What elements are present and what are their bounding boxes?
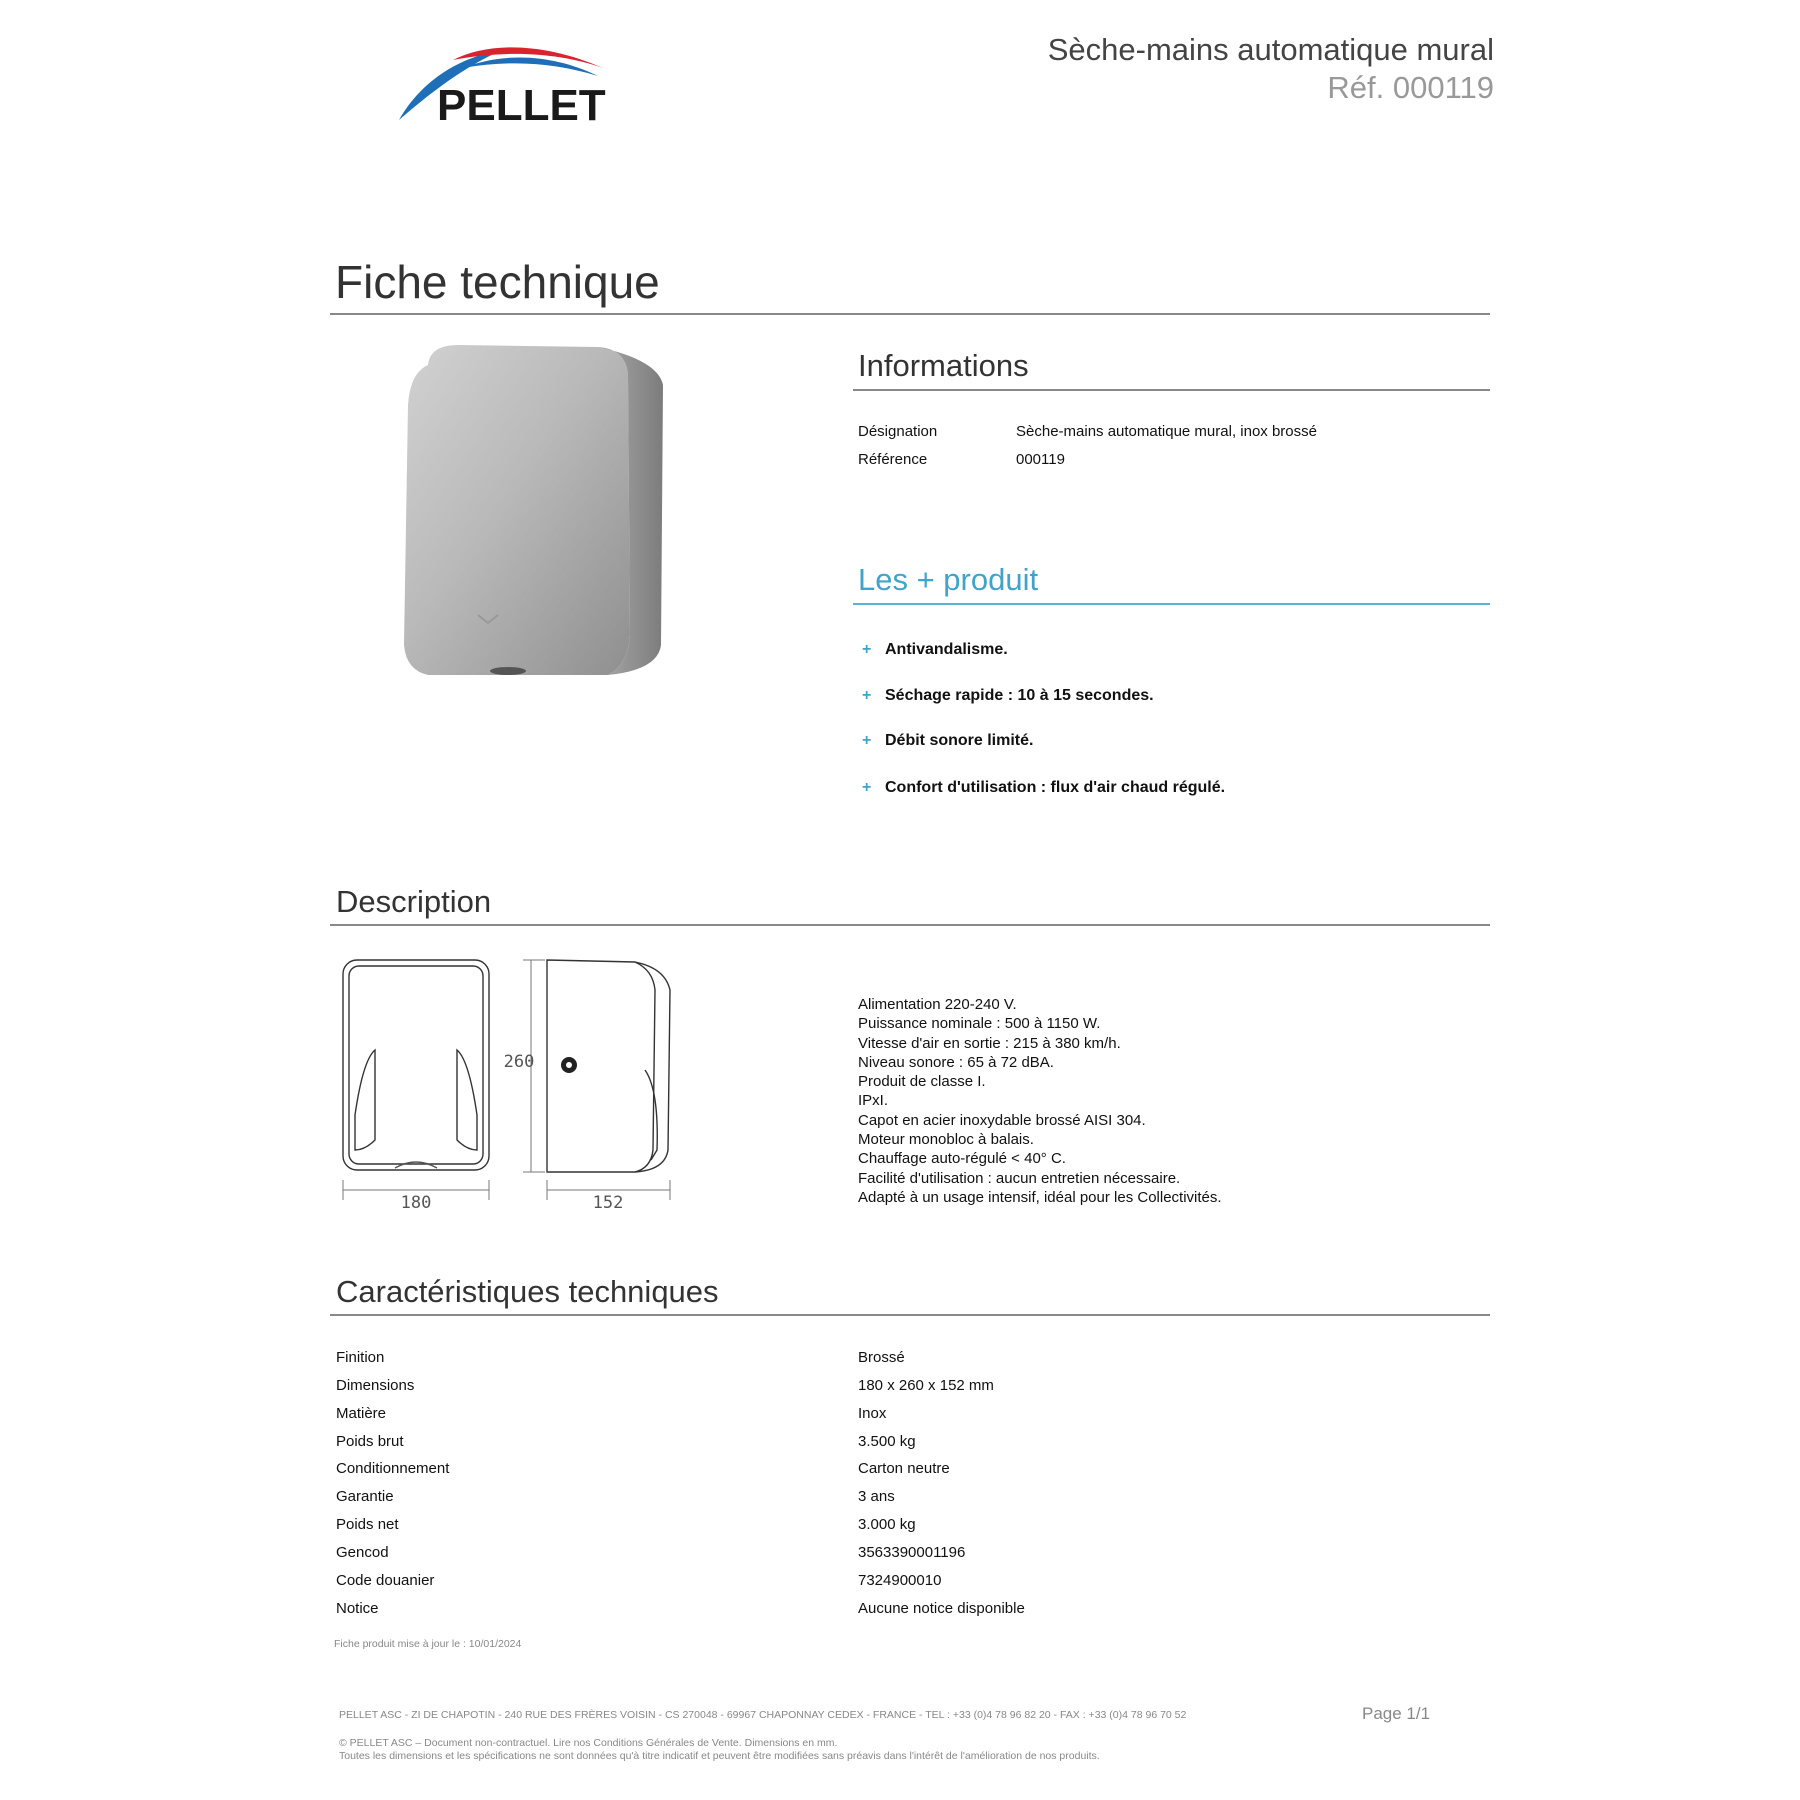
spec-label: Code douanier — [336, 1572, 435, 1589]
description-line: Niveau sonore : 65 à 72 dBA. — [858, 1053, 1054, 1071]
description-heading: Description — [336, 884, 492, 919]
spec-value: Aucune notice disponible — [858, 1600, 1025, 1617]
advantage-item: Débit sonore limité. — [885, 732, 1034, 749]
advantage-item: Séchage rapide : 10 à 15 secondes. — [885, 687, 1154, 704]
footer-legal-line: Toutes les dimensions et les spécifications ne sont données qu'à titre indicatif et peuvent être modifiées sans préavis dans l'intérêt de l'amélioration de nos produits. — [339, 1750, 1100, 1762]
spec-row — [336, 1488, 1491, 1515]
description-text — [858, 995, 1222, 1207]
description-line: Alimentation 220-240 V. — [858, 996, 1017, 1013]
spec-row — [336, 1349, 1491, 1376]
plus-icon: + — [862, 732, 872, 749]
description-line: Produit de classe I. — [858, 1073, 986, 1091]
spec-row — [336, 1516, 1491, 1543]
height-dimension-label: 260 — [503, 1052, 535, 1072]
update-date: Fiche produit mise à jour le : 10/01/2024 — [334, 1638, 522, 1650]
footer-address: PELLET ASC - ZI DE CHAPOTIN - 240 RUE DES FRÈRES VOISIN - CS 270048 - 69967 CHAPONNAY CEDEX - FRANCE - TEL : +33 (0)4 78 96 82 20 - FAX : +33 (0)4 78 96 70 52 — [339, 1709, 1187, 1721]
spec-value: 3563390001196 — [858, 1544, 966, 1561]
description-line: Puissance nominale : 500 à 1150 W. — [858, 1015, 1101, 1033]
spec-label: Conditionnement — [336, 1460, 450, 1477]
plus-icon: + — [862, 641, 872, 658]
title-divider — [330, 313, 1490, 315]
informations-heading: Informations — [858, 348, 1029, 383]
description-line: Facilité d'utilisation : aucun entretien nécessaire. — [858, 1169, 1181, 1187]
info-value: Sèche-mains automatique mural, inox brossé — [1016, 423, 1317, 440]
spec-value: Inox — [858, 1405, 887, 1422]
spec-value: Carton neutre — [858, 1460, 950, 1477]
spec-value: 3 ans — [858, 1488, 895, 1505]
spec-label: Poids brut — [336, 1433, 404, 1450]
spec-value: 3.000 kg — [858, 1516, 916, 1533]
spec-row — [336, 1572, 1491, 1599]
description-line: Moteur monobloc à balais. — [858, 1131, 1034, 1149]
spec-label: Poids net — [336, 1516, 399, 1533]
advantages-heading: Les + produit — [858, 562, 1039, 597]
description-divider — [330, 924, 1490, 926]
description-line: Adapté à un usage intensif, idéal pour les Collectivités. — [858, 1188, 1222, 1206]
spec-label: Garantie — [336, 1488, 394, 1505]
spec-row — [336, 1600, 1491, 1627]
dimension-drawing — [335, 950, 685, 1210]
spec-label: Matière — [336, 1405, 387, 1422]
info-value: 000119 — [1016, 451, 1065, 468]
description-line: Vitesse d'air en sortie : 215 à 380 km/h. — [858, 1034, 1121, 1052]
footer-legal-line: © PELLET ASC – Document non-contractuel. Lire nos Conditions Générales de Vente. Dimensions en mm. — [339, 1737, 838, 1749]
pellet-logo — [393, 38, 643, 128]
characteristics-heading: Caractéristiques techniques — [336, 1274, 719, 1309]
spec-value: Brossé — [858, 1349, 905, 1366]
description-line: Capot en acier inoxydable brossé AISI 304. — [858, 1111, 1146, 1129]
spec-label: Notice — [336, 1600, 379, 1617]
spec-label: Dimensions — [336, 1377, 415, 1394]
header-product-title: Sèche-mains automatique mural — [1047, 32, 1494, 67]
spec-label: Finition — [336, 1349, 385, 1366]
spec-row — [336, 1405, 1491, 1432]
page-number: Page 1/1 — [1362, 1704, 1431, 1723]
advantage-item: Confort d'utilisation : flux d'air chaud régulé. — [885, 779, 1226, 796]
spec-value: 3.500 kg — [858, 1433, 916, 1450]
info-label: Désignation — [858, 423, 938, 440]
plus-icon: + — [862, 779, 872, 796]
spec-row — [336, 1433, 1491, 1460]
spec-row — [336, 1377, 1491, 1404]
product-image — [358, 345, 708, 690]
depth-dimension-label: 152 — [592, 1193, 624, 1210]
spec-value: 7324900010 — [858, 1572, 942, 1589]
width-dimension-label: 180 — [400, 1193, 432, 1210]
header-reference: Réf. 000119 — [1327, 70, 1494, 105]
characteristics-divider — [330, 1314, 1490, 1316]
advantage-item: Antivandalisme. — [885, 641, 1008, 658]
advantages-divider — [853, 603, 1490, 605]
page-title: Fiche technique — [335, 256, 660, 308]
spec-row — [336, 1544, 1491, 1571]
spec-label: Gencod — [336, 1544, 389, 1561]
info-label: Référence — [858, 451, 928, 468]
informations-divider — [853, 389, 1490, 391]
plus-icon: + — [862, 687, 872, 704]
spec-value: 180 x 260 x 152 mm — [858, 1377, 994, 1394]
description-line: Chauffage auto-régulé < 40° C. — [858, 1150, 1066, 1168]
spec-row — [336, 1460, 1491, 1487]
logo-wordmark: PELLET — [437, 81, 606, 128]
description-line: IPxI. — [858, 1092, 889, 1110]
